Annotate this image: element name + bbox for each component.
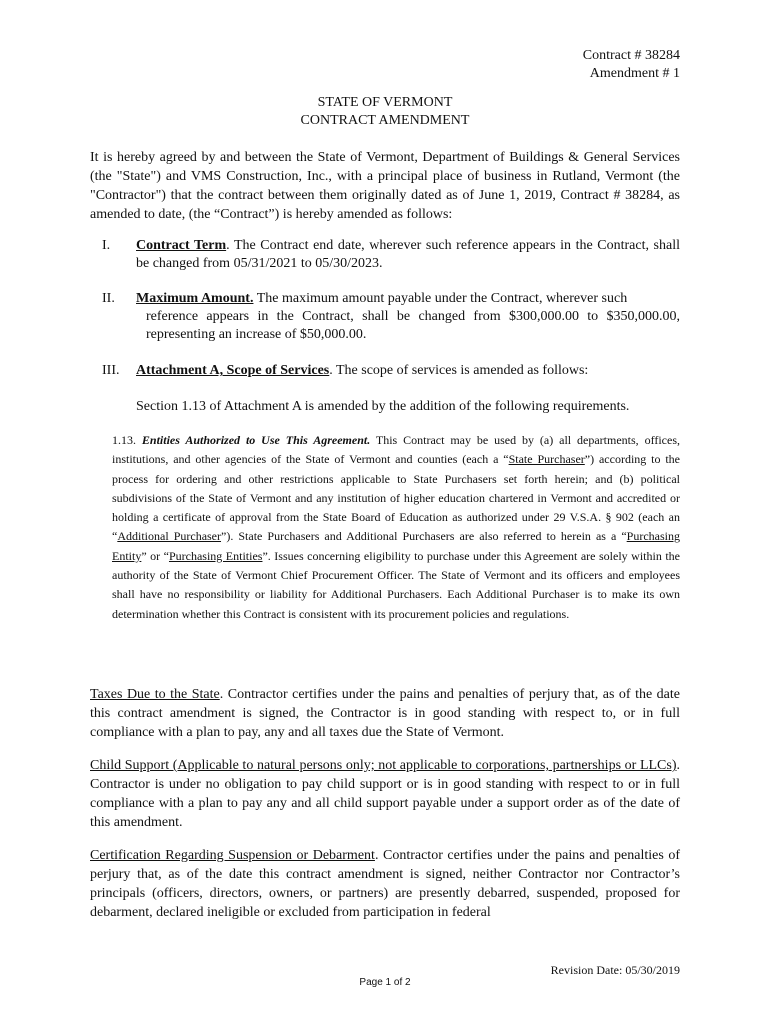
debarment-heading: Certification Regarding Suspension or Debarment <box>90 848 375 863</box>
child-support-paragraph <box>90 756 680 832</box>
item-1-number: I. <box>102 238 111 253</box>
item-3-heading: Attachment A, Scope of Services <box>136 363 330 378</box>
item-2-heading: Maximum Amount. <box>136 291 254 306</box>
item-3-number: III. <box>102 363 120 378</box>
revision-date: Revision Date: 05/30/2019 <box>550 963 680 977</box>
item-2-number: II. <box>102 291 115 306</box>
term-additional-purchaser: Additional Purchaser <box>117 529 222 544</box>
item-2-text-first: The maximum amount payable under the Contract, wherever such <box>253 291 628 306</box>
contract-number: Contract # 38284 <box>582 48 680 63</box>
item-3-text: . The scope of services is amended as follows: <box>329 363 589 378</box>
section-1-13-title: Entities Authorized to Use This Agreement. <box>141 433 371 447</box>
amendment-item-3 <box>90 362 680 380</box>
item-2-text-rest: reference appears in the Contract, shall be changed from $300,000.00 to $350,000.00, representing an increase of $50,000.00. <box>146 309 680 342</box>
document-title <box>0 94 770 130</box>
amendment-item-1 <box>90 237 680 273</box>
child-support-text: . Contractor is under no obligation to pay child support or is in good standing with respect to or in full compliance with a plan to pay any and all child support payable under a support order as of the date of this amendment. <box>90 758 680 830</box>
amendment-number: Amendment # 1 <box>589 66 680 81</box>
item-1-heading: Contract Term <box>136 238 227 253</box>
page-number: Page 1 of 2 <box>359 977 411 988</box>
child-support-heading: Child Support (Applicable to natural persons only; not applicable to corporations, partnerships or LLCs) <box>90 758 677 773</box>
intro-paragraph: It is hereby agreed by and between the State of Vermont, Department of Buildings & General Services (the "State") and VMS Construction, Inc., with a principal place of business in Rutland, Vermont (the "Contractor") that the contract between them originally dated as of June 1, 2019, Contract # 38284, as amended to date, (the “Contract”) is hereby amended as follows: <box>90 150 680 222</box>
debarment-paragraph <box>90 846 680 922</box>
contract-header <box>583 47 680 83</box>
item-1-text: . The Contract end date, wherever such reference appears in the Contract, shall be changed from 05/31/2021 to 05/30/2023. <box>136 238 680 271</box>
title-line-2: CONTRACT AMENDMENT <box>300 113 470 128</box>
term-purchasing-entity: Purchasing Entity <box>112 529 680 563</box>
term-purchasing-entities: Purchasing Entities <box>168 548 263 563</box>
amendment-item-2 <box>90 290 680 344</box>
taxes-paragraph <box>90 685 680 742</box>
section-1-13: 1.13. Entities Authorized to Use This Agreement. This Contract may be used by (a) all departments, offices, institutions, and other agencies of the State of Vermont and counties (each a “State Purchaser”) according to the process for ordering and other restrictions applicable to State Purchasers set forth herein; and (b) political subdivisions of the State of Vermont and any institution of higher education chartered in Vermont and accredited or holding a certificate of approval from the State Board of Education as authorized under 29 V.S.A. § 902 (each an “Additional Purchaser”). State Purchasers and Additional Purchasers are also referred to herein as a “Purchasing Entity” or “Purchasing Entities”. Issues concerning eligibility to purchase under this Agreement are solely within the authority of the State of Vermont Chief Procurement Officer. The State of Vermont and its officers and employees shall have no responsibility or liability for Additional Purchasers. Each Additional Purchaser is to make its own determination whether this Contract is consistent with its procurement policies and regulations. <box>112 433 681 621</box>
taxes-text: . Contractor certifies under the pains and penalties of perjury that, as of the date this contract amendment is signed, the Contractor is in good standing with respect to, or in full compliance with a plan to pay, any and all taxes due the State of Vermont. <box>90 687 680 740</box>
section-intro: Section 1.13 of Attachment A is amended by the addition of the following requirements. <box>136 399 630 414</box>
title-line-1: STATE OF VERMONT <box>317 95 453 110</box>
taxes-heading: Taxes Due to the State <box>90 687 220 702</box>
debarment-text: . Contractor certifies under the pains and penalties of perjury that, as of the date this contract amendment is signed, neither Contractor nor Contractor’s principals (officers, directors, owners, or partners) are presently debarred, suspended, proposed for debarment, declared ineligible or excluded from participation in federal <box>90 848 680 920</box>
term-state-purchaser: State Purchaser <box>508 452 585 467</box>
section-1-13-number: 1.13. <box>112 433 142 447</box>
